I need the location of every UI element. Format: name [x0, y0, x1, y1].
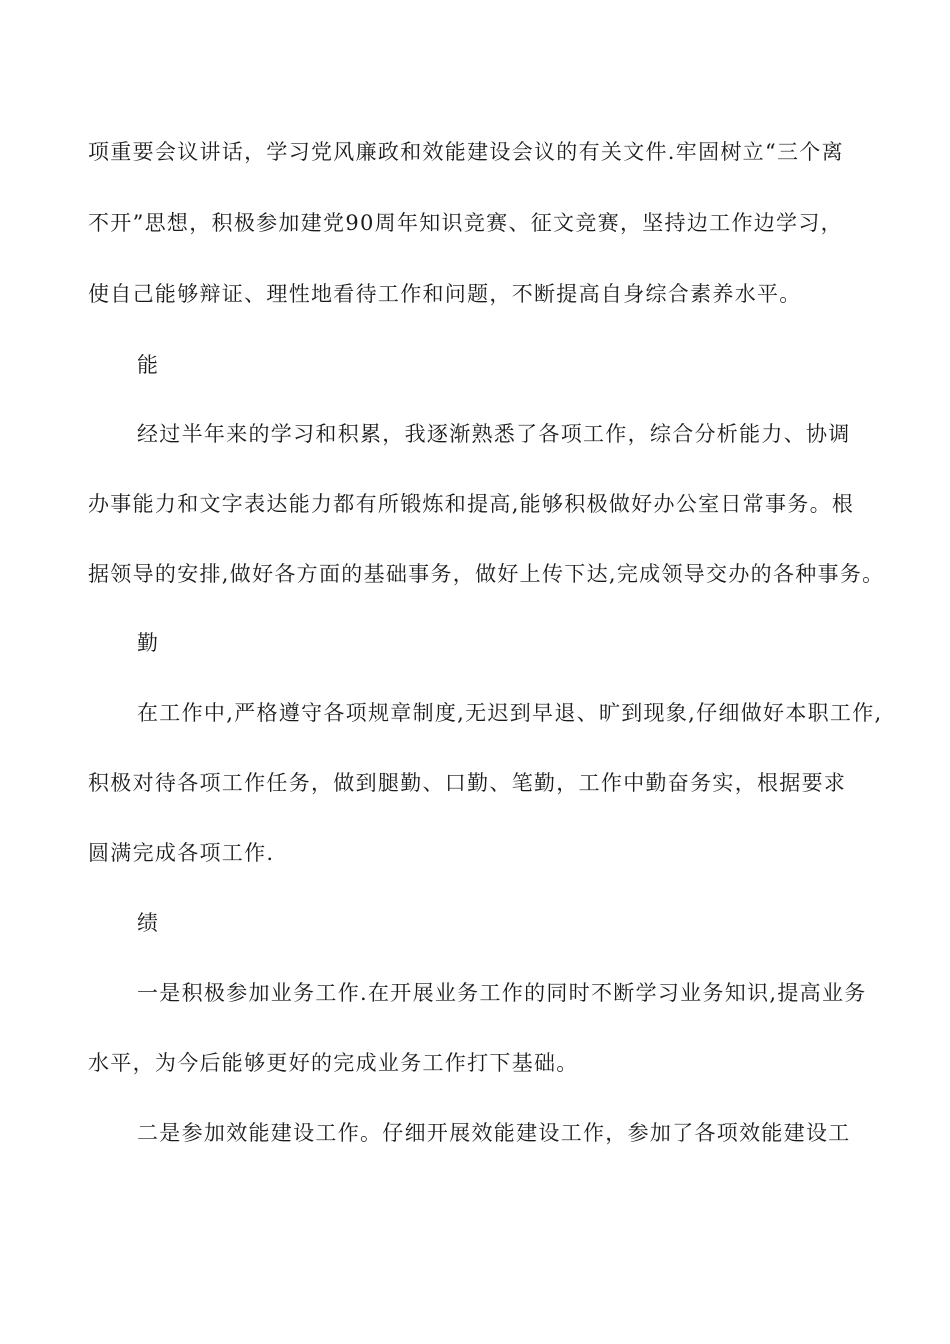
body-text-line: 办事能力和文字表达能力都有所锻炼和提高,能够积极做好办公室日常事务。根 — [88, 492, 855, 516]
body-text-line: 使自己能够辩证、理性地看待工作和问题，不断提高自身综合素养水平。 — [88, 282, 802, 306]
body-text-line: 二是参加效能建设工作。仔细开展效能建设工作，参加了各项效能建设工 — [137, 1121, 851, 1145]
section-heading: 能 — [137, 353, 160, 377]
body-text-line: 水平，为今后能够更好的完成业务工作打下基础。 — [88, 1051, 579, 1075]
body-text-line: 不开”思想，积极参加建党90周年知识竞赛、征文竞赛，坚持边工作边学习， — [88, 211, 843, 235]
body-text-line: 在工作中,严格遵守各项规章制度,无迟到早退、旷到现象,仔细做好本职工作, — [137, 701, 883, 725]
section-heading: 勤 — [137, 631, 160, 655]
body-text-line: 经过半年来的学习和积累，我逐渐熟悉了各项工作，综合分析能力、协调 — [137, 422, 851, 446]
body-text-line: 积极对待各项工作任务，做到腿勤、口勤、笔勤，工作中勤奋务实，根据要求 — [88, 771, 847, 795]
body-text-line: 项重要会议讲话，学习党风廉政和效能建设会议的有关文件.牢固树立“三个离 — [88, 140, 844, 164]
body-text-line: 一是积极参加业务工作.在开展业务工作的同时不断学习业务知识,提高业务 — [137, 981, 867, 1005]
section-heading: 绩 — [137, 911, 160, 935]
body-text-line: 圆满完成各项工作. — [88, 841, 275, 865]
body-text-line: 据领导的安排,做好各方面的基础事务，做好上传下达,完成领导交办的各种事务。 — [88, 562, 885, 586]
